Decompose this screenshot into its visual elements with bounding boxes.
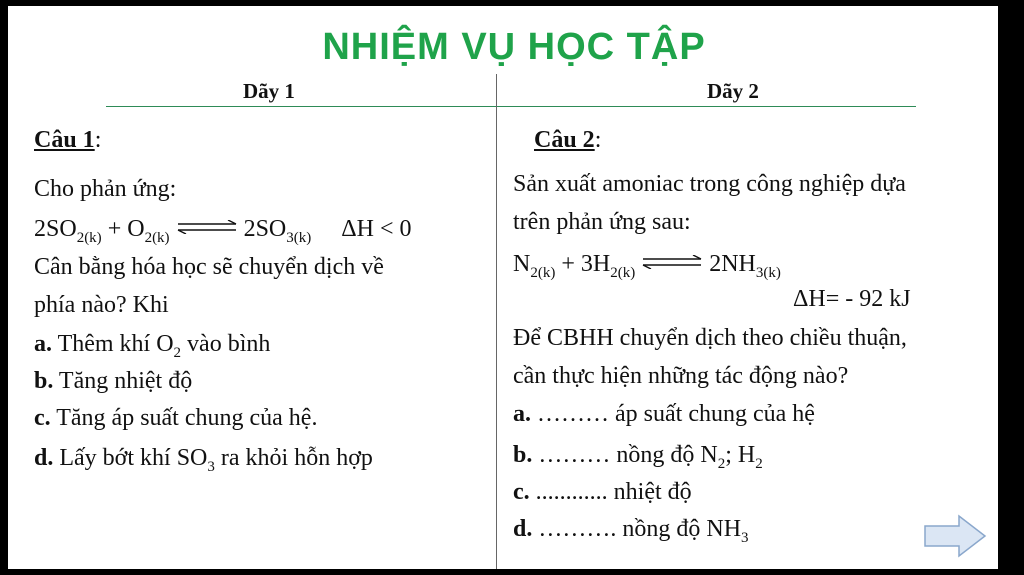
- question-1-line-1: Cân bằng hóa học sẽ chuyển dịch về: [34, 254, 384, 280]
- option-d: d. Lấy bớt khí $SO_3$ ra khỏi hỗn hợp: [34, 445, 373, 475]
- option-2-a: a. ……… áp suất chung của hệ: [513, 401, 815, 427]
- slide: [8, 6, 998, 569]
- header-divider: [106, 106, 916, 107]
- column-divider: [496, 74, 497, 569]
- option-2-d: d. ………. nồng độ $NH_3$: [513, 516, 749, 546]
- option-2-b: b. ……… nồng độ $N_2$; $H_2$: [513, 442, 763, 472]
- question-1-label: Câu 1:: [34, 127, 102, 153]
- question-2-intro-2: trên phản ứng sau:: [513, 209, 691, 235]
- question-1-line-2: phía nào? Khi: [34, 292, 169, 318]
- equation-1: $2SO_{2(k)} + O_{2(k)}$ $2SO_{3(k)}$ ΔH < 0: [34, 216, 412, 246]
- equilibrium-arrow-icon: [641, 255, 703, 269]
- option-a: a. Thêm khí $O_2$ vào bình: [34, 331, 271, 361]
- equation-2: $N_{2(k)} + 3H_{2(k)}$ $2NH_{3(k)}$: [513, 251, 781, 281]
- option-b: b. Tăng nhiệt độ: [34, 368, 193, 394]
- option-2-c: c. ............ nhiệt độ: [513, 479, 692, 505]
- question-2-label: Câu 2:: [534, 127, 602, 153]
- enthalpy-value: ΔH= - 92 kJ: [793, 286, 911, 312]
- question-2-intro-1: Sản xuất amoniac trong công nghiệp dựa: [513, 171, 906, 197]
- page-title: NHIỆM VỤ HỌC TẬP: [322, 26, 706, 68]
- equilibrium-arrow-icon: [176, 220, 238, 234]
- next-arrow-icon[interactable]: [923, 514, 987, 558]
- question-1-intro: Cho phản ứng:: [34, 176, 177, 202]
- question-2-line-1: Để CBHH chuyển dịch theo chiều thuận,: [513, 325, 907, 351]
- option-c: c. Tăng áp suất chung của hệ.: [34, 405, 318, 431]
- column-2-header: Dãy 2: [707, 79, 759, 103]
- question-2-line-2: cần thực hiện những tác động nào?: [513, 363, 849, 389]
- column-1-header: Dãy 1: [243, 79, 295, 103]
